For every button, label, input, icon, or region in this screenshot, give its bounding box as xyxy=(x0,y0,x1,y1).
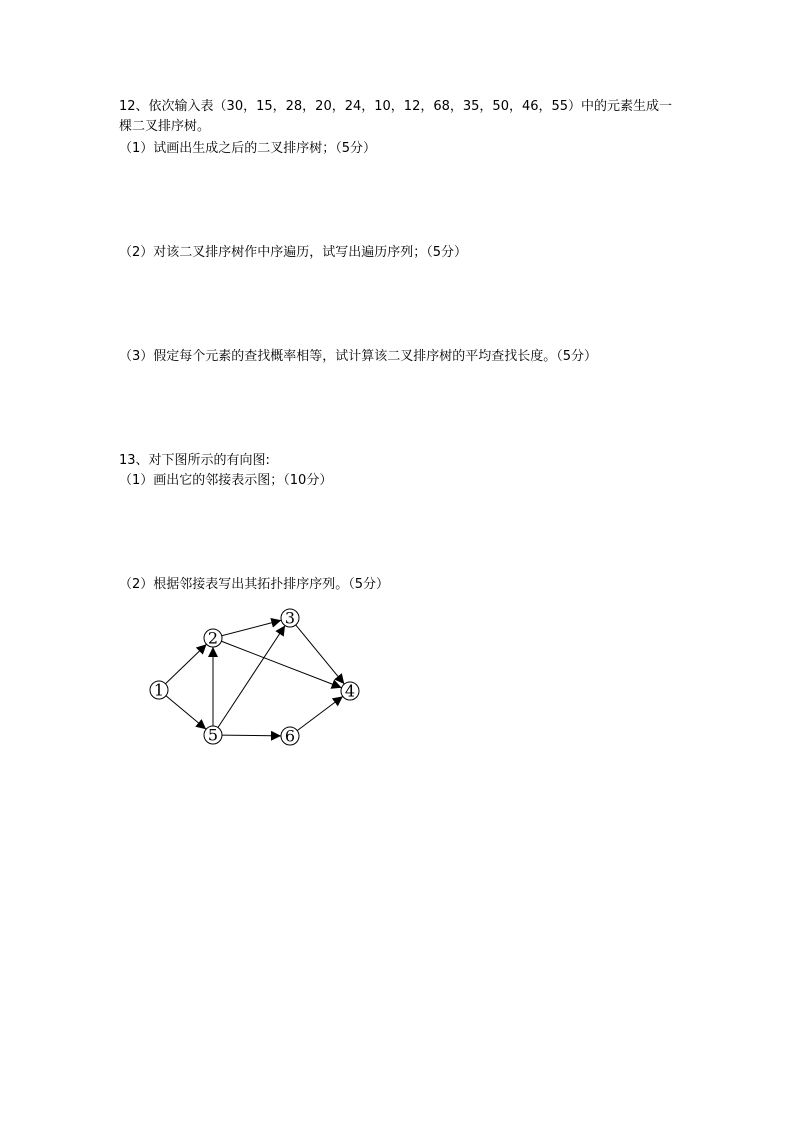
graph-node-2 xyxy=(204,629,222,648)
q13-part1: （1）画出它的邻接表示图；（10分） xyxy=(119,473,333,488)
q12-stem-line1: 12、依次输入表（30，15，28，20，24，10，12，68，35，50，46，55）中的元素生成一 xyxy=(119,99,673,114)
directed-graph-figure xyxy=(140,600,380,760)
graph-edge-2-4 xyxy=(221,641,341,688)
q12-part3: （3）假定每个元素的查找概率相等，试计算该二叉排序树的平均查找长度。（5分） xyxy=(119,349,598,364)
graph-node-5 xyxy=(204,726,222,745)
graph-node-label: 4 xyxy=(344,681,356,701)
graph-node-label: 3 xyxy=(284,608,296,628)
graph-node-label: 2 xyxy=(207,628,219,648)
graph-edge-5-6 xyxy=(222,735,281,736)
graph-edge-1-2 xyxy=(165,644,206,684)
graph-node-4 xyxy=(341,682,359,701)
graph-node-6 xyxy=(281,727,299,746)
graph-edge-2-3 xyxy=(222,620,282,635)
graph-edge-3-4 xyxy=(296,625,345,684)
q13-part2: （2）根据邻接表写出其拓扑排序序列。（5分） xyxy=(119,577,390,592)
q12-part1: （1）试画出生成之后的二叉排序树；（5分） xyxy=(119,141,377,156)
graph-edge-6-4 xyxy=(297,696,343,730)
graph-node-label: 5 xyxy=(207,725,219,745)
graph-node-1 xyxy=(150,681,168,700)
q13-stem: 13、对下图所示的有向图: xyxy=(119,453,270,468)
q12-stem-line2: 棵二叉排序树。 xyxy=(119,119,211,134)
graph-edge-5-3 xyxy=(218,626,285,728)
graph-node-label: 6 xyxy=(284,726,296,746)
q12-part2: （2）对该二叉排序树作中序遍历，试写出遍历序列；（5分） xyxy=(119,245,468,260)
graph-edge-1-5 xyxy=(166,696,206,729)
graph-node-3 xyxy=(281,609,299,628)
graph-node-label: 1 xyxy=(153,680,165,700)
